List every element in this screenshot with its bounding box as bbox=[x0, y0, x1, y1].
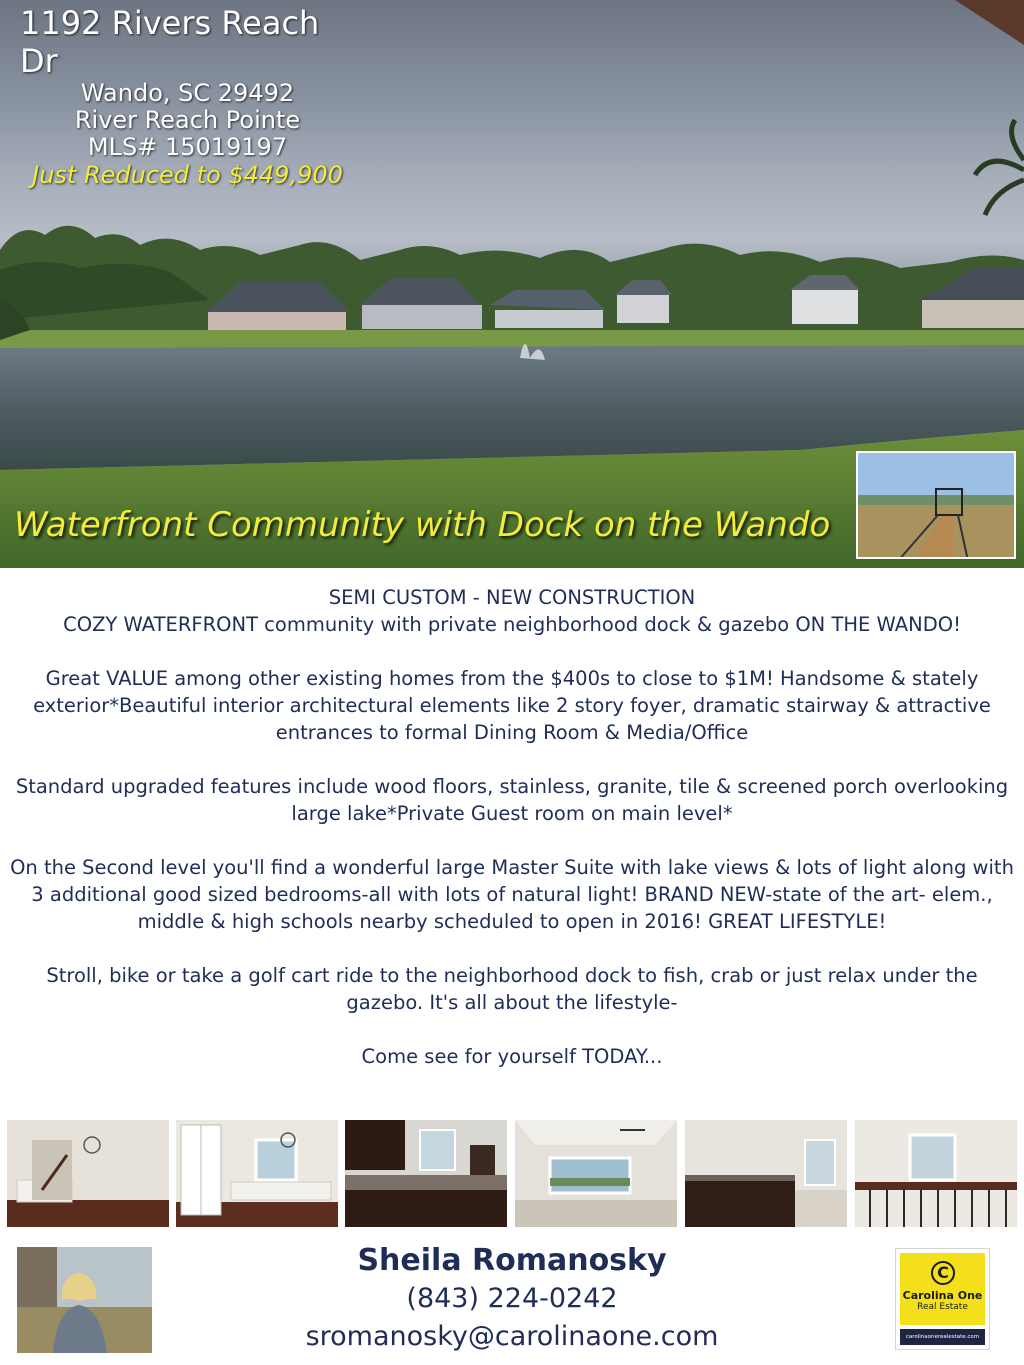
subdivision-name: River Reach Pointe bbox=[74, 106, 301, 134]
city-state-zip: Wando, SC 29492 bbox=[80, 79, 295, 107]
agent-email[interactable]: sromanosky@carolinaone.com bbox=[305, 1321, 719, 1352]
interior-photo-strip bbox=[7, 1120, 1017, 1227]
description-paragraph: Standard upgraded features include wood floors, stainless, granite, tile & screened porch overlooking large lake*Private Guest room on main level* bbox=[15, 775, 1009, 825]
brokerage-subtitle: Real Estate bbox=[917, 1302, 968, 1312]
price-note: Just Reduced to $449,900 bbox=[32, 161, 343, 189]
description-paragraph: Stroll, bike or take a golf cart ride to the neighborhood dock to fish, crab or just relax under the gazebo. It's all about the lifestyle- bbox=[46, 964, 978, 1014]
dock-inset-photo bbox=[856, 451, 1016, 559]
thumbnail-dining-room bbox=[176, 1120, 338, 1227]
brokerage-url: carolinaonerealestate.com bbox=[900, 1329, 985, 1345]
mls-number: MLS# 15019197 bbox=[87, 133, 288, 161]
headline-waterfront: COZY WATERFRONT community with private neighborhood dock & gazebo ON THE WANDO! bbox=[63, 613, 961, 636]
agent-name: Sheila Romanosky bbox=[357, 1243, 667, 1278]
address-block bbox=[20, 4, 355, 189]
street-address: 1192 Rivers Reach Dr bbox=[20, 4, 320, 80]
agent-phone[interactable]: (843) 224-0242 bbox=[406, 1283, 618, 1314]
logo-yellow-panel bbox=[900, 1253, 985, 1325]
agent-photo bbox=[17, 1247, 152, 1353]
closing-line: Come see for yourself TODAY... bbox=[361, 1045, 663, 1068]
brokerage-name: Carolina One bbox=[902, 1289, 983, 1302]
thumbnail-foyer bbox=[7, 1120, 169, 1227]
thumbnail-master-suite bbox=[515, 1120, 677, 1227]
thumbnail-upstairs-landing bbox=[855, 1120, 1017, 1227]
thumbnail-kitchen bbox=[345, 1120, 507, 1227]
brokerage-logo bbox=[895, 1248, 990, 1350]
hero-photo bbox=[0, 0, 1024, 568]
thumbnail-bathroom bbox=[685, 1120, 847, 1227]
community-tagline: Waterfront Community with Dock on the Wando bbox=[14, 505, 831, 545]
copyright-c-icon: C bbox=[931, 1261, 955, 1285]
agent-contact bbox=[260, 1242, 764, 1356]
listing-description bbox=[10, 584, 1014, 1070]
description-paragraph: On the Second level you'll find a wonderful large Master Suite with lake views & lots of light along with 3 additional good sized bedrooms-all with lots of natural light! BRAND NEW-state of the art- elem., middle & high schools nearby scheduled to open in 2016! GREAT LIFESTYLE! bbox=[10, 856, 1014, 933]
description-paragraph: Great VALUE among other existing homes from the $400s to close to $1M! Handsome & stately exterior*Beautiful interior architectural elements like 2 story foyer, dramatic stairway & attractive entrances to formal Dining Room & Media/Office bbox=[33, 667, 991, 744]
headline-semi-custom: SEMI CUSTOM - NEW CONSTRUCTION bbox=[328, 586, 696, 609]
